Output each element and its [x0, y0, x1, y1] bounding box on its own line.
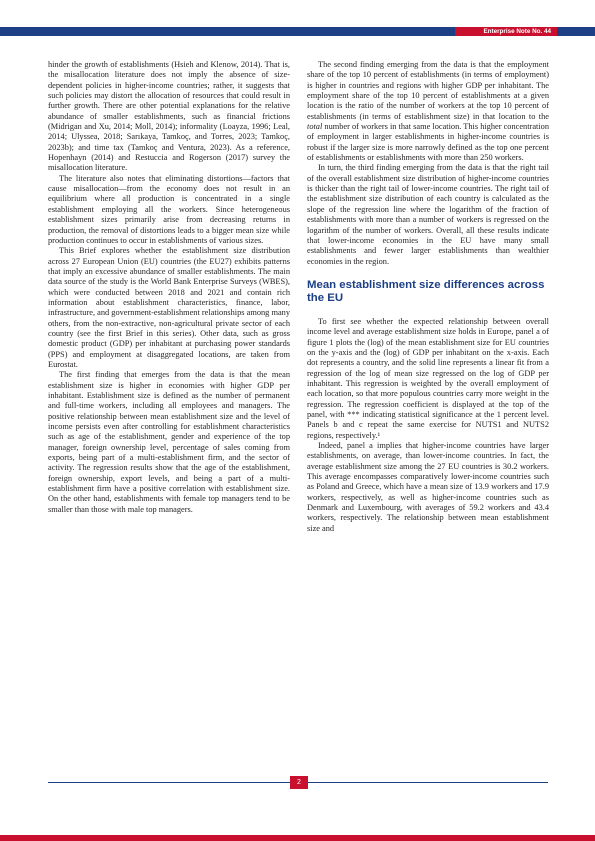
left-column	[48, 60, 290, 515]
section-heading: Mean establishment size differences across the EU	[307, 278, 545, 305]
publication-tag: Enterprise Note No. 44	[455, 27, 557, 36]
paragraph	[307, 60, 549, 163]
paragraph: hinder the growth of establishments (Hsieh and Klenow, 2014). That is, the misallocation literature does not imply the absence of size-dependent policies in higher-income countries; rather, it suggests that such policies may distort the allocation of resources that could result in further growth. There are other potential explanations for the relative abundance of smaller establishments, such as financial frictions (Midrigan and Xu, 2014; Moll, 2014); informality (Loayza, 1996; Leal, 2014; Ulyssea, 2018; Sarıkaya, Tamkoç, and Torres, 2023; Tamkoç, 2023b); and time tax (Tamkoç and Ventura, 2023). As a reference, Hopenhayn (2014) and Restuccia and Rogerson (2017) survey the misallocation literature.	[48, 60, 290, 173]
right-column	[307, 60, 549, 534]
paragraph: The first finding that emerges from the data is that the mean establishment size is higher in economies with higher GDP per inhabitant. Establishment size is defined as the number of permanent and full-time workers, including all employees and managers. The positive relationship between mean establishment size and the level of income persists even after controlling for establishment characteristics such as age of the establishment, gender and experience of the top manager, foreign ownership level, percentage of sales coming from exports, being part of a multi-establishment firm, and the sector of activity. The regression results show that the age of the establishment, foreign ownership, export levels, and being a part of a multi-establishment firm have a positive correlation with establishment size. On the other hand, establishments with female top managers tend to be smaller than those with male top managers.	[48, 370, 290, 514]
emphasis: total	[307, 122, 323, 132]
paragraph: Indeed, panel a implies that higher-income countries have larger establishments, on average, than lower-income countries. In fact, the average establishment size among the 27 EU countries is 30.2 workers. This average encompasses comparatively lower-income countries such as Poland and Greece, which have a mean size of 13.9 workers and 17.9 workers, respectively, as well as higher-income countries such as Denmark and Luxembourg, with averages of 59.2 workers and 43.4 workers, respectively. The relationship between mean establishment size and	[307, 441, 549, 533]
text-run: The second finding emerging from the data is that the employment share of the top 10 percent of establishments (in terms of employment) is higher in countries and regions with higher GDP per inhabitant. The employment share of the top 10 percent of establishments at a given location is the ratio of the number of workers at the top 10 percent of establishments (in terms of establishment size) in that location to the	[307, 60, 549, 121]
page-number: 2	[290, 776, 308, 789]
paragraph: In turn, the third finding emerging from the data is that the right tail of the overall establishment size distribution of higher-income countries is thicker than the right tail of lower-income countries. The right tail of the establishment size distribution of each country is calculated as the slope of the regression line where the logarithm of the fraction of establishments with more than a number of workers is regressed on the logarithm of the number of workers. Overall, all these results indicate that lower-income economies in the EU have many small establishments and fewer larger establishments than wealthier economies in the region.	[307, 163, 549, 266]
footer-band	[0, 835, 595, 841]
text-run: number of workers in that same location. This higher concentration of employment in larger establishments in higher-income countries is robust if the larger size is more narrowly defined as the top one percent of establishments or establishments with more than 250 workers.	[307, 122, 549, 163]
paragraph: This Brief explores whether the establishment size distribution across 27 European Union (EU) countries (the EU27) exhibits patterns that imply an excessive abundance of smaller establishments. The main data source of the study is the World Bank Enterprise Surveys (WBES), which were conducted between 2018 and 2021 and contain rich information about establishment characteristics, finance, labor, infrastructure, and government-establishment relationships among many others, from the non-extractive, non-agricultural private sector of each country (see the first Brief in this series). Other data, such as gross domestic product (GDP) per inhabitant at purchasing power standards (PPS) and employment at disaggregated locations, are taken from Eurostat.	[48, 246, 290, 369]
paragraph: To first see whether the expected relationship between overall income level and average establishment size holds in Europe, panel a of figure 1 plots the (log) of the mean establishment size for EU countries on the y-axis and the (log) of GDP per inhabitant on the x-axis. Each dot represents a country, and the solid line represents a linear fit from a regression of the log of mean size regressed on the log of GDP per inhabitant. This regression is weighted by the overall employment of each location, so that more populous countries carry more weight in the regression. The regression coefficient is displayed at the top of the panel, with *** indicating statistical significance at the 1 percent level. Panels b and c repeat the same exercise for NUTS1 and NUTS2 regions, respectively.¹	[307, 316, 549, 440]
paragraph: The literature also notes that eliminating distortions—factors that cause misallocation—from the economy does not result in an equilibrium where all production is concentrated in a single establishment employing all the workers. Since heterogeneous establishment sizes primarily arise from decreasing returns in production, the removal of distortions leads to a bigger mean size while production continues to occur in establishments of various sizes.	[48, 173, 290, 245]
